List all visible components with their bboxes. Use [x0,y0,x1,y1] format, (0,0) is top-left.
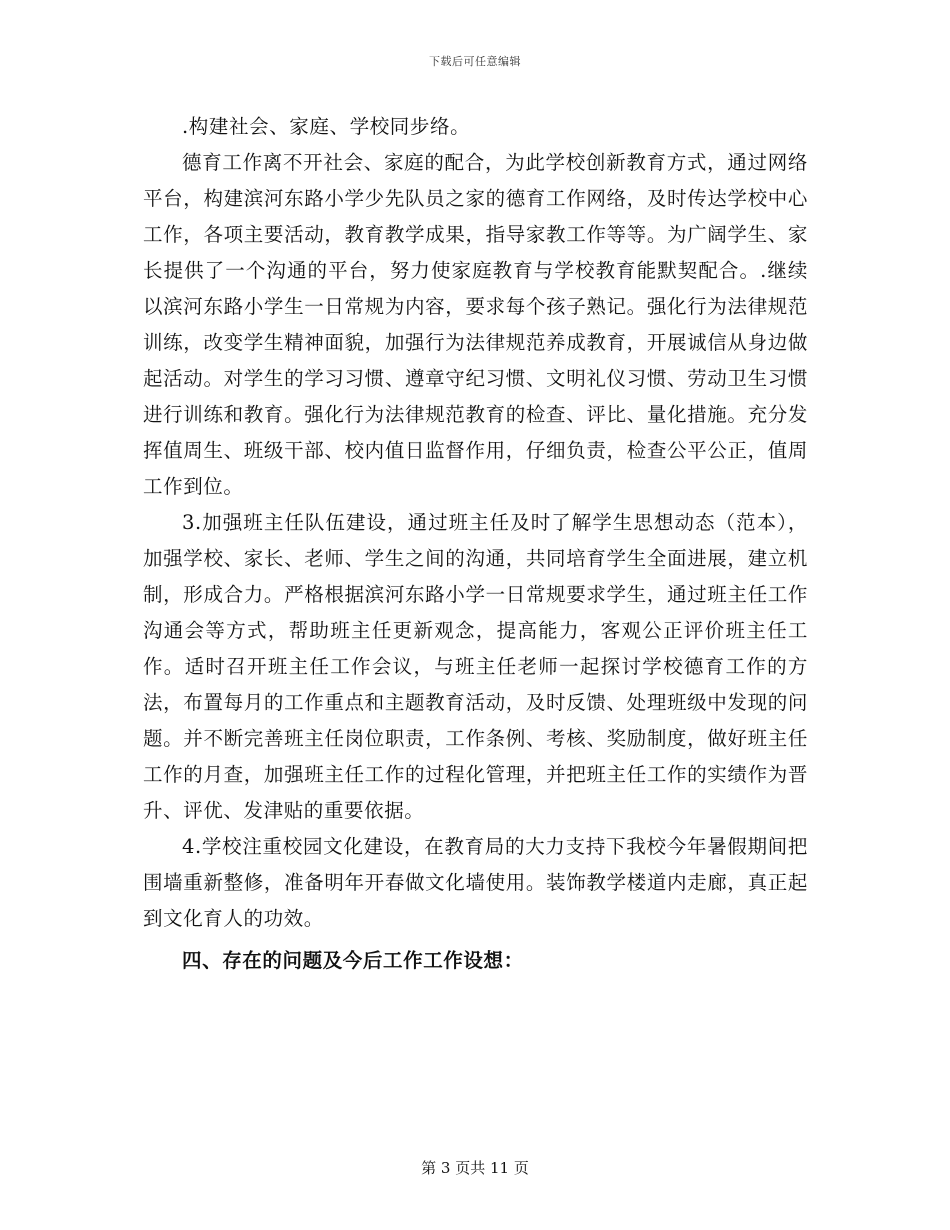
document-body [143,109,808,979]
paragraph-campus-culture: 4.学校注重校园文化建设，在教育局的大力支持下我校今年暑假期间把围墙重新整修，准备明年开春做文化墙使用。装饰教学楼道内走廊，真正起到文化育人的功效。 [143,835,808,930]
paragraph-class-teacher: 3.加强班主任队伍建设，通过班主任及时了解学生思想动态（范本），加强学校、家长、老师、学生之间的沟通，共同培育学生全面进展，建立机制，形成合力。严格根据滨河东路小学一日常规要求学生，通过班主任工作沟通会等方式，帮助班主任更新观念，提高能力，客观公正评价班主任工作。适时召开班主任工作会议，与班主任老师一起探讨学校德育工作的方法，布置每月的工作重点和主题教育活动，及时反馈、处理班级中发现的问题。并不断完善班主任岗位职责，工作条例、考核、奖励制度，做好班主任工作的月查，加强班主任工作的过程化管理，并把班主任工作的实绩作为晋升、评优、发津贴的重要依据。 [143,511,808,822]
page-number: 第 3 页共 11 页 [421,1159,529,1177]
paragraph-network: .构建社会、家庭、学校同步络。 [182,115,471,138]
header-note: 下载后可任意编辑 [429,55,521,68]
section-title: 四、存在的问题及今后工作工作设想： [182,949,524,972]
paragraph-moral-education: 德育工作离不开社会、家庭的配合，为此学校创新教育方式，通过网络平台，构建滨河东路小学少先队员之家的德育工作网络，及时传达学校中心工作，各项主要活动，教育教学成果，指导家教工作等等。为广阔学生、家长提供了一个沟通的平台，努力使家庭教育与学校教育能默契配合。.继续以滨河东路小学生一日常规为内容，要求每个孩子熟记。强化行为法律规范训练，改变学生精神面貌，加强行为法律规范养成教育，开展诚信从身边做起活动。对学生的学习习惯、遵章守纪习惯、文明礼仪习惯、劳动卫生习惯进行训练和教育。强化行为法律规范教育的检查、评比、量化措施。充分发挥值周生、班级干部、校内值日监督作用，仔细负责，检查公平公正，值周工作到位。 [143,151,808,498]
